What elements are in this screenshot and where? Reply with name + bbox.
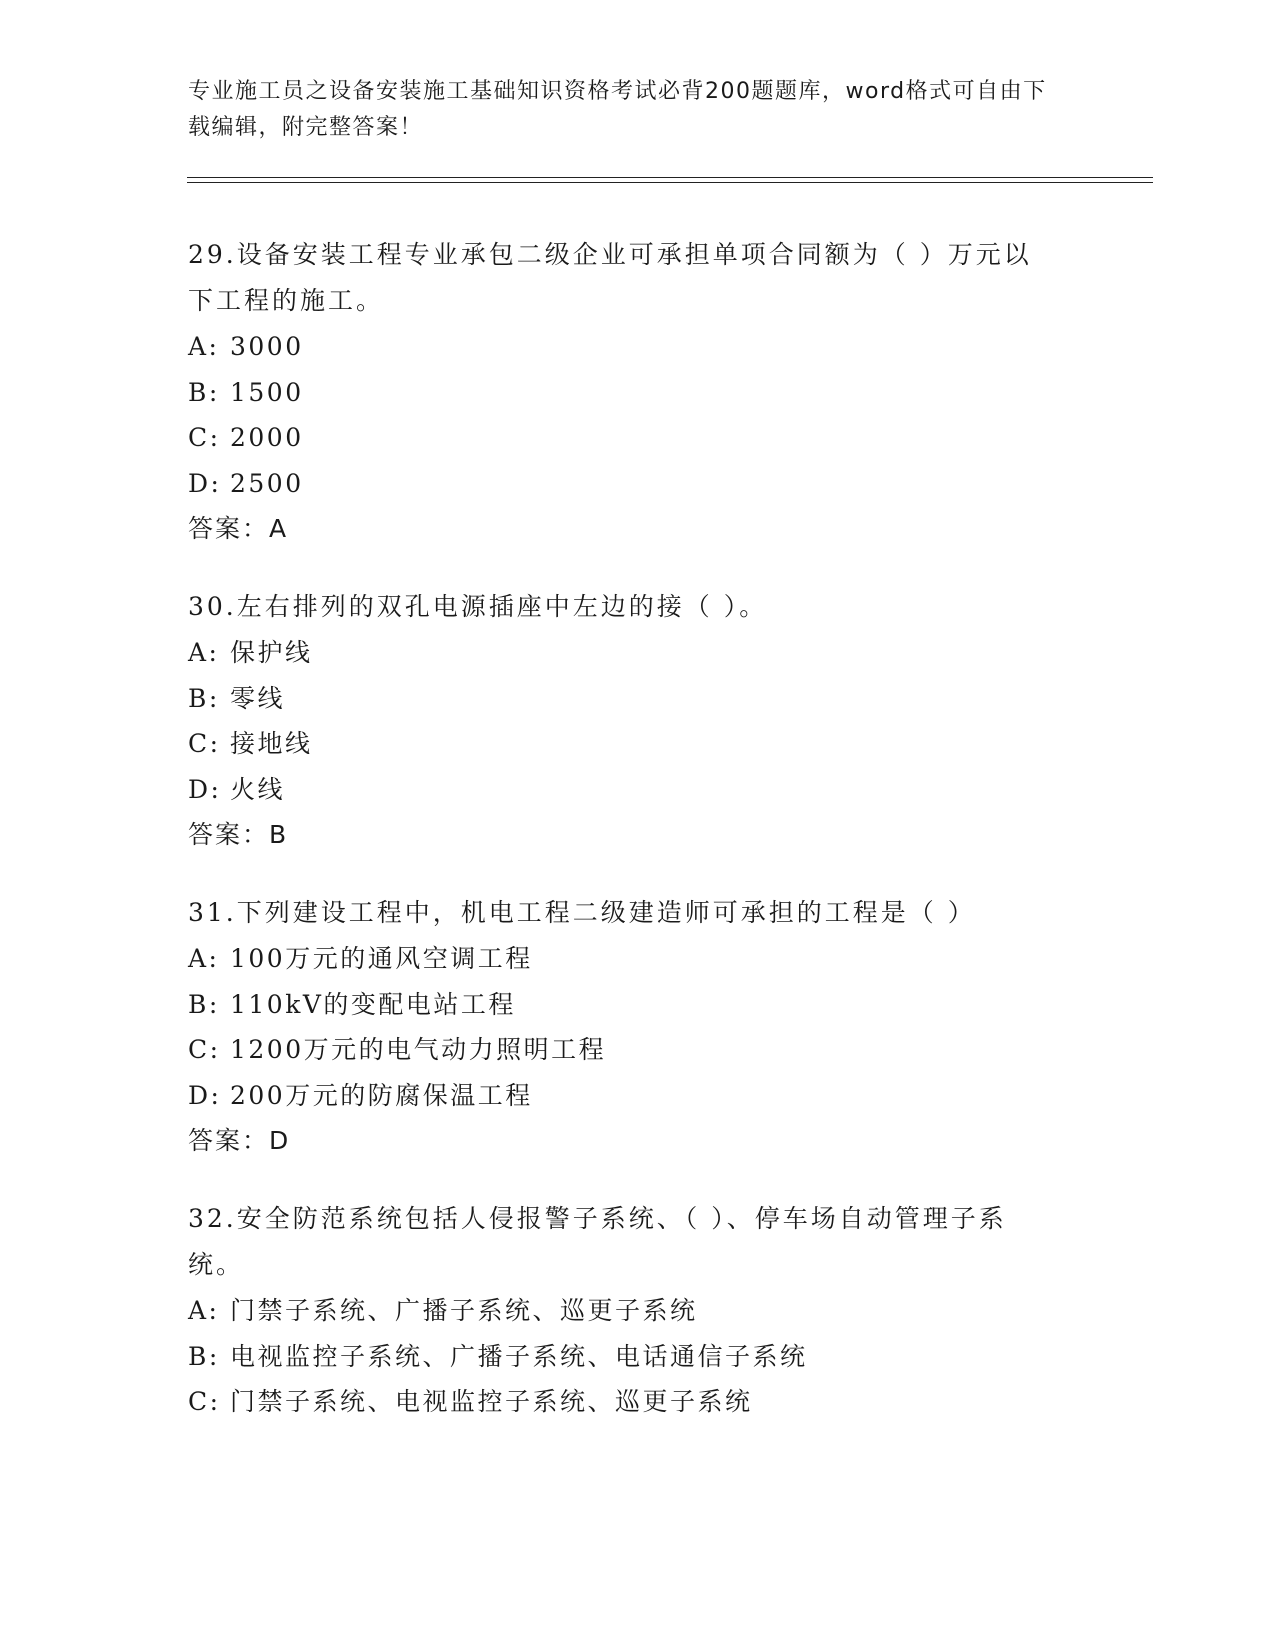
question-31	[188, 890, 1088, 1164]
option-c	[188, 1379, 1088, 1425]
option-text: 接地线	[230, 729, 313, 758]
option-key: C:	[188, 1387, 221, 1416]
option-text: 2500	[230, 468, 304, 498]
option-b	[188, 982, 1088, 1028]
option-d	[188, 461, 1088, 507]
option-key: C:	[188, 1035, 221, 1064]
option-text: 200万元的防腐保温工程	[230, 1080, 533, 1110]
option-c	[188, 415, 1088, 461]
option-key: B:	[188, 989, 220, 1019]
option-b	[188, 1334, 1088, 1380]
option-key: D:	[188, 774, 222, 804]
option-text: 3000	[230, 332, 304, 361]
question-stem: 32.安全防范系统包括人侵报警子系统、（ ）、停车场自动管理子系统。	[188, 1204, 1007, 1279]
option-text: 保护线	[230, 638, 313, 667]
option-text: 零线	[230, 683, 286, 713]
option-key: D:	[188, 468, 222, 498]
option-key: B:	[188, 377, 220, 407]
answer-line: 答案：B	[188, 820, 289, 849]
question-list	[188, 232, 1088, 1457]
option-a	[188, 1288, 1088, 1334]
option-a	[188, 324, 1088, 370]
option-text: 门禁子系统、广播子系统、巡更子系统	[230, 1296, 698, 1325]
option-key: B:	[188, 1341, 220, 1371]
header-divider-top	[187, 177, 1153, 178]
option-text: 100万元的通风空调工程	[230, 944, 533, 973]
option-text: 2000	[230, 423, 304, 452]
option-d	[188, 1073, 1088, 1119]
option-key: A:	[188, 944, 220, 973]
answer-line: 答案：A	[188, 514, 289, 543]
option-text: 1500	[230, 377, 304, 407]
option-c	[188, 721, 1088, 767]
option-b	[188, 370, 1088, 416]
option-text: 门禁子系统、电视监控子系统、巡更子系统	[230, 1387, 753, 1416]
answer-line: 答案：D	[188, 1126, 291, 1155]
option-text: 110kV的变配电站工程	[230, 989, 516, 1019]
option-key: B:	[188, 683, 220, 713]
question-stem: 31.下列建设工程中，机电工程二级建造师可承担的工程是（ ）	[188, 898, 976, 927]
option-key: D:	[188, 1080, 222, 1110]
option-c	[188, 1027, 1088, 1073]
option-text: 电视监控子系统、广播子系统、电话通信子系统	[230, 1341, 808, 1371]
option-a	[188, 630, 1088, 676]
option-b	[188, 676, 1088, 722]
question-stem: 30.左右排列的双孔电源插座中左边的接（ ）。	[188, 592, 768, 621]
question-32	[188, 1196, 1088, 1425]
document-header: 专业施工员之设备安装施工基础知识资格考试必背200题题库，word格式可自由下载编辑，附完整答案！	[188, 79, 1047, 140]
option-key: C:	[188, 423, 221, 452]
question-29	[188, 232, 1088, 552]
question-30	[188, 584, 1088, 858]
option-key: A:	[188, 332, 220, 361]
option-key: A:	[188, 1296, 220, 1325]
question-stem: 29.设备安装工程专业承包二级企业可承担单项合同额为（ ）万元以下工程的施工。	[188, 240, 1032, 315]
header-divider-bottom	[187, 182, 1153, 183]
option-text: 1200万元的电气动力照明工程	[230, 1035, 607, 1064]
option-key: A:	[188, 638, 220, 667]
option-key: C:	[188, 729, 221, 758]
option-text: 火线	[230, 774, 286, 804]
option-d	[188, 767, 1088, 813]
option-a	[188, 936, 1088, 982]
